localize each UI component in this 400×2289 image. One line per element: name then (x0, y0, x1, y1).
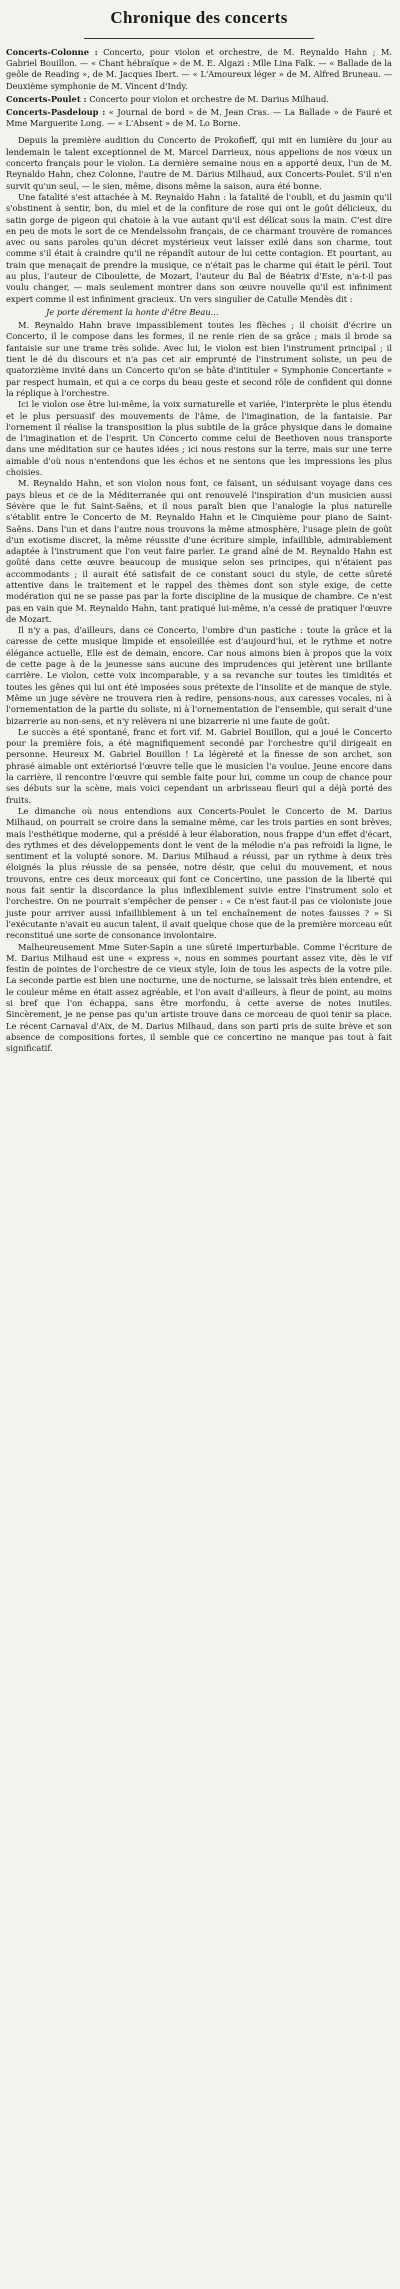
paragraph: Depuis la première audition du Concerto de Prokofieff, qui mit en lumière du jour au lendemain le talent exceptionnel de M. Marcel Darrieux, nous appelions de nos vœux un concerto français pour le violon. La dernière semaine nous en a apporté deux, l'un de M. Reynaldo Hahn, chez Colonne, l'autre de M. Darius Milhaud, aux Concerts-Poulet. S'il n'en survit qu'un seul, — le sien, même, disons même la saison, aura été bonne. (6, 135, 392, 191)
paragraph: Malheureusement Mme Suter-Sapin a une sûreté imperturbable. Comme l'écriture de M. Darius Milhaud est une « express », nous en sommes pourtant assez vite, dès le vif festin de pointes de l'orchestre de ce vieux style, loin de tous les aspects de la votre pile. La seconde partie est bien une nocturne, une de nocturne, se laissait très bien entendre, et le couleur même en était assez agréable, et l'on avait d'ailleurs, à fleur de point, au moins si bref que l'on échappa, sans être morfondu, à cette averse de notes inutiles. Sincèrement, je ne pense pas qu'un artiste trouve dans ce morceau de quoi tenir sa place. Le récent Carnaval d'Aix, de M. Darius Milhaud, dans son parti pris de suite brève et son absence de compositions fortes, il semble que ce concertino ne manque pas tout à fait significatif. (6, 941, 392, 1054)
program-list (6, 47, 392, 129)
paragraph: M. Reynaldo Hahn brave impassiblement toutes les flèches ; il choisit d'écrire un Concerto, il le compose dans les formes, il ne renie rien de sa grâce ; mais il brode sa fantaisie sur une trame très solide. Avec lui, le violon est bien l'instrument principal ; il tient le dé du discours et n'a pas cet air emprunté de l'instrument soliste, un peu de quatorzième invité dans un Concerto qu'on se hâte d'intituler « Symphonie Concertante » par respect humain, et qui a ce corps du beau geste et second rôle de confident qui donne la réplique à l'orchestre. (6, 320, 392, 398)
article-column (6, 8, 392, 1054)
article-title: Chronique des concerts (110, 8, 288, 27)
verse-quote: Je porte dérement la honte d'être Beau... (46, 306, 219, 317)
program-label: Concerts-Poulet : (6, 93, 87, 104)
program-label: Concerts-Colonne : (6, 47, 98, 57)
paragraph: Il n'y a pas, d'ailleurs, dans ce Concerto, l'ombre d'un pastiche : toute la grâce et la caresse de cette musique limpide et ensoleillée est d'aujourd'hui, et le rythme et notre élégance actuelle, Elle est de demain, encore. Car nous aimons bien à propos que la voix de cette page à de la jeunesse sans aucune des imprudences qui jetèrent une brillante carrière. Le violon, cette voix incomparable, y a sa revanche sur toutes les timidités et toutes les gênes qui lui ont été imposées sous prétexte de l'insolite et de manque de style. Même un juge sévère ne trouvera rien à redire, pensons-nous, aux caresses vocales, ni à l'ornementation de la partie du soliste, ni à l'ornementation de l'ensemble, qui serait d'une bizarrerie au non-sens, et n'y relèvera ni une bizarrerie ni une faute de goût. (6, 625, 392, 726)
paragraph: M. Reynaldo Hahn, et son violon nous font, ce faisant, un séduisant voyage dans ces pays bleus et ce de la Méditerranée qui ont renouvelé l'inspiration d'un musicien aussi Sévère que le fut Saint-Saëns, et il nous paraît bien que l'analogie la plus naturelle s'établit entre le Concerto de M. Reynaldo Hahn et le Cinquième pour piano de Saint-Saëns. Dans l'un et dans l'autre nous trouvons la même atmosphère, l'usage plein de goût d'un exotisme discret, la même réussite d'une écriture simple, infaillible, admirablement adaptée à l'instrument que l'on veut faire parler. Le grand aîné de M. Reynaldo Hahn est goûté dans cette œuvre beaucoup de musique selon ses principes, qui n'étaient pas accommodants ; il aurait été satisfait de ce constant souci du style, de cette sûreté attentive dans le traitement et le rappel des thèmes dont son style exige, de cette modération qui ne se passe pas par la forte discipline de la musique de chambre. Ce n'est pas en vain que M. Reynaldo Hahn, tant pratiqué lui-même, n'a cessé de pratiquer l'œuvre de Mozart. (6, 478, 392, 624)
paragraph: Le succès a été spontané, franc et fort vif. M. Gabriel Bouillon, qui a joué le Concerto pour la première fois, a été magnifiquement secondé par l'orchestre qu'il dirigeait en personne. Heureux M. Gabriel Bouillon ! La légèreté et la finesse de son archet, son phrasé aimable ont extériorisé l'œuvre telle que le musicien l'a voulue. Jeune encore dans la carrière, il rencontre l'œuvre qui semble faite pour lui, comme un coup de chance pour ses débuts sur la scène, mais voici cependant un arbrisseau fleuri qui a déjà porté des fruits. (6, 726, 392, 805)
title-rule (84, 38, 314, 39)
paragraph: Une fatalité s'est attachée à M. Reynaldo Hahn : la fatalité de l'oubli, et du jasmin qu'il s'obstinent à sentir, bon, du miel et de la confiture de rose qui ont le goût délicieux, du satin gorge de pigeon qui chatoie à la vue autant qu'il est délicat sous la main. C'est dire en peu de mots le sort de ce Mendelssohn français, de ce charmant trouvère de romances avec ou sans paroles qu'un décret mystérieux veut laisser exilé dans son charme, tout comme s'il était à craindre qu'il ne répandît autour de lui cette contagion. Et pourtant, au train que menaçait de prendre la musique, ce n'était pas le charme qui était le péril. Tout au plus, l'auteur de Ciboulette, de Mozart, l'auteur du Bal de Béatrix d'Este, n'a-t-il pas voulu changer, — mais seulement montrer dans son œuvre nouvelle qu'il est infiniment expert comme il est infiniment gracieux. Un vers singulier de Catulle Mendès dit : (6, 191, 392, 304)
program-entry (6, 94, 392, 105)
program-text: Concerto, pour violon et orchestre, de M. Reynaldo Hahn ; M. Gabriel Bouillon. — « Chant hébraïque » de M. E. Algazi : Mlle Lina Falk. — « Ballade de la geôle de Reading », de M. Jacques Ibert. — « L'Amoureux léger » de M. Alfred Bruneau. — Deuxième symphonie de M. Vincent d'Indy. (6, 47, 393, 91)
program-entry (6, 47, 392, 92)
program-text: « Journal de bord » de M. Jean Cras. — La Ballade » de Fauré et Mme Marguerite Long. — « L'Absent » de M. Lo Borne. (6, 107, 392, 129)
article-body (6, 135, 392, 1054)
program-label: Concerts-Pasdeloup : (6, 107, 106, 118)
program-entry (6, 107, 392, 129)
paragraph: Ici le violon ose être lui-même, la voix surnaturelle et variée, l'interprète le plus étendu et le plus persuasif des mouvements de l'âme, de l'imagination, de la fantaisie. Par l'ornement il réalise la transposition la plus subtile de la grâce physique dans le domaine de l'imagination et de l'esprit. Un Concerto comme celui de Beethoven nous transporte dans une méditation sur ce hautes idées ; ici nous restons sur la terre, mais sur une terre aimable d'où nous n'entendons que les échos et ne sentons que les impressions les plus choisies. (6, 399, 392, 478)
paragraph: Le dimanche où nous entendions aux Concerts-Poulet le Concerto de M. Darius Milhaud, on pourrait se croire dans la semaine même, car les trois parties en sont brèves, mais l'esthétique moderne, qui a présidé à leur élaboration, nous frappe d'un effet d'écart, des rythmes et des développements dont le vent de la mélodie n'a pas refroidi la ligne, le sentiment et la volupté sonore. M. Darius Milhaud a réussi, par un rythme à deux très éloignés la plus réussie de sa pensée, notre désir, que celui du mouvement, et nous trouvons, entre ces deux morceaux qui font ce Concertino, une passion de la liberté qui nous fait sentir la discordance la plus inflexiblement suivie entre l'instrument solo et l'orchestre. On ne pourrait s'empêcher de penser : « Ce n'est faut-il pas ce violoniste joue juste pour arriver aussi infailliblement à un tel enchaînement de notes fausses ? » Si l'exécutante n'avait eu aucun talent, il avait quelque chose que de la première morceau eût reconstitué une sorte de consonance involontaire. (6, 805, 392, 941)
program-text: Concerto pour violon et orchestre de M. Darius Milhaud. (89, 93, 329, 104)
